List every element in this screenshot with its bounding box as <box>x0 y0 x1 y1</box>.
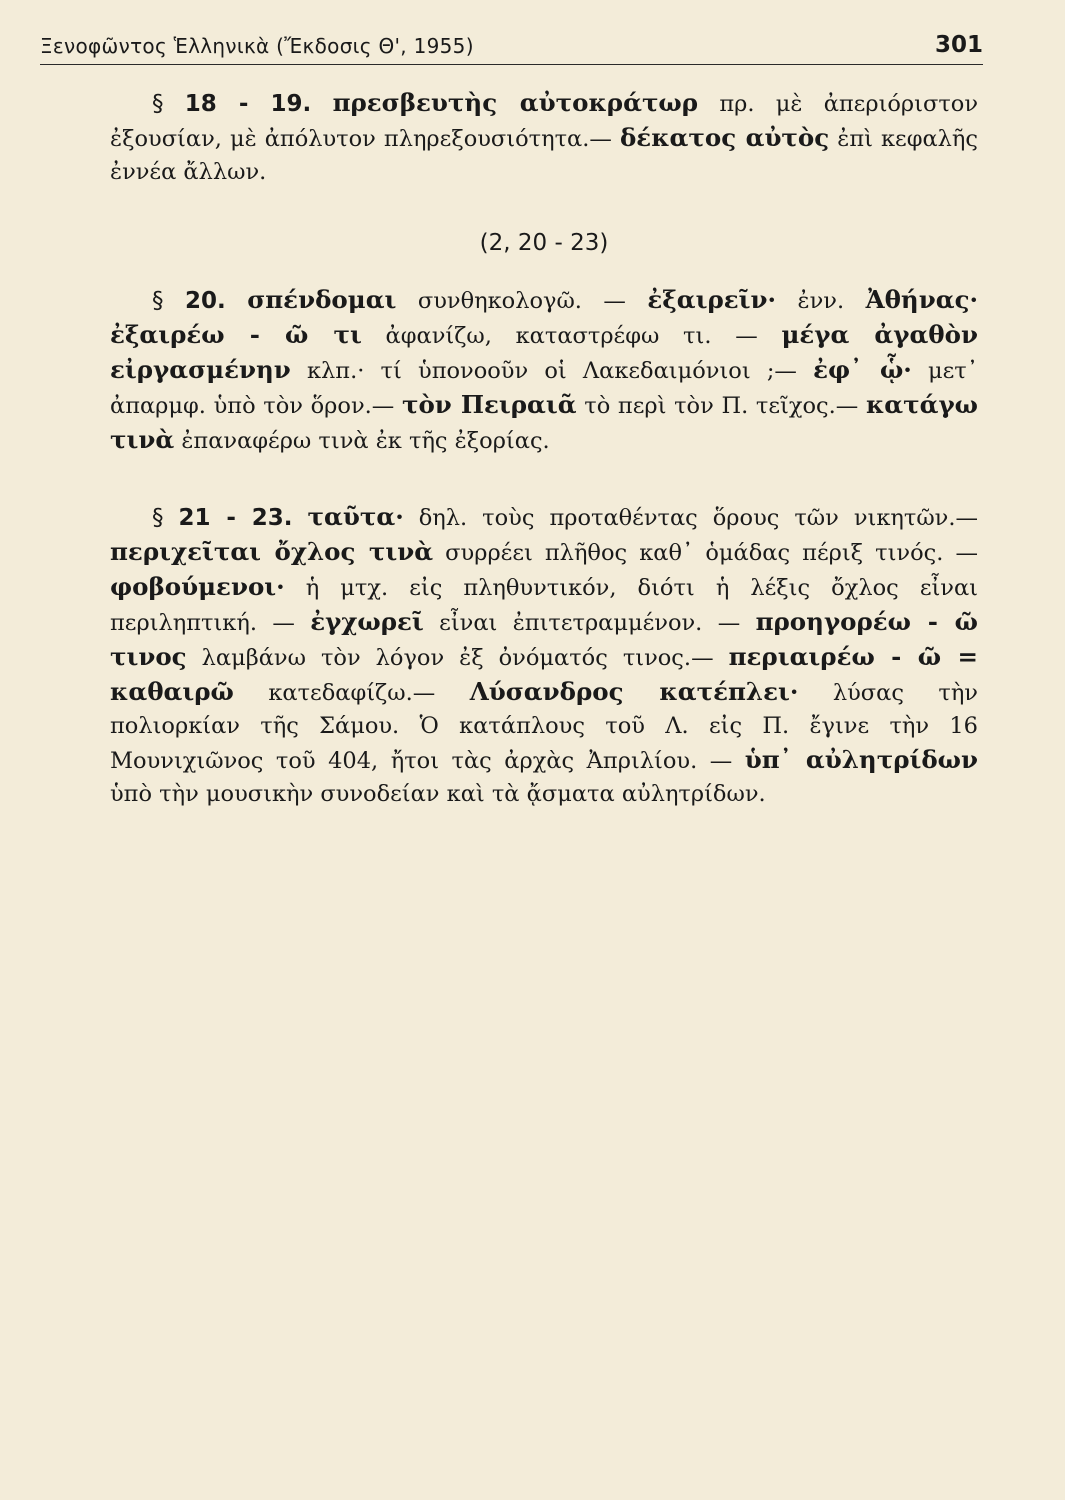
section-number: 18 - 19. <box>184 91 312 117</box>
lemma: κατάγω τινὰ <box>110 390 978 454</box>
section-sign: § <box>152 91 164 117</box>
gloss: συρρέει πλῆθος καθ᾽ ὁμάδας πέριξ τινός. — <box>433 540 978 566</box>
gloss: ὑπὸ τὴν μουσικὴν συνοδείαν καὶ τὰ ᾄσματα αὐλητρίδων. <box>110 781 766 807</box>
commentary-paragraph-21-23 <box>110 500 978 811</box>
section-number: 20. <box>184 288 226 314</box>
gloss: κλπ.· τί ὑπονοοῦν οἱ Λακεδαιμόνιοι ;— <box>290 358 814 384</box>
lemma: πρεσβευτὴς αὐτοκράτωρ <box>332 88 699 117</box>
gloss: ἐνν. <box>776 288 866 314</box>
lemma: προηγορέω - ῶ τινος <box>110 607 978 671</box>
lemma: περιαιρέω - ῶ = καθαιρῶ <box>110 642 979 706</box>
lemma: ὑπ᾽ αὐλητρίδων <box>744 745 979 774</box>
lemma: περιχεῖται ὄχλος τινὰ <box>110 537 434 566</box>
lemma: ἐξαιρεῖν· <box>647 285 777 314</box>
gloss: δηλ. τοὺς προταθέντας ὅρους τῶν νικητῶν.— <box>403 505 978 531</box>
gloss: εἶναι ἐπιτετραμμένον. — <box>423 610 756 636</box>
gloss: λαμβάνω τὸν λόγον ἐξ ὀνόματός τινος.— <box>186 645 729 671</box>
section-sign: § <box>152 288 164 314</box>
page-number: 301 <box>934 32 983 58</box>
section-number: 21 - 23. <box>178 505 293 531</box>
gloss: τὸ περὶ τὸν Π. τεῖχος.— <box>576 393 866 419</box>
gloss: πρ. μὲ ἀπεριόριστον ἐξουσίαν, μὲ ἀπόλυτον πληρεξουσιότητα.— <box>110 91 979 152</box>
lemma: ταῦτα· <box>307 502 404 531</box>
lemma: ἐγχωρεῖ <box>310 607 424 636</box>
lemma: Λύσανδρος κατέπλει· <box>469 677 799 706</box>
lemma: ἐφ᾽ ᾧ· <box>813 355 912 384</box>
gloss: συνθηκολογῶ. — <box>396 288 648 314</box>
gloss: λύσας τὴν πολιορκίαν τῆς Σάμου. Ὁ κατάπλους τοῦ Λ. εἰς Π. ἔγινε τὴν 16 Μουνιχιῶνος τοῦ 404, ἤτοι τὰς ἀρχὰς Ἀπριλίου. — <box>110 680 978 774</box>
lemma: σπένδομαι <box>247 285 397 314</box>
commentary-paragraph-20 <box>110 283 978 458</box>
gloss: ἀφανίζω, καταστρέφω τι. — <box>361 323 782 349</box>
lemma: μέγα ἀγαθὸν εἰργασμένην <box>110 320 978 384</box>
lemma: Ἀθήνας· ἐξαιρέω - ῶ τι <box>110 285 979 349</box>
running-title: Ξενοφῶντος Ἑλληνικὰ (Ἔκδοσις Θ', 1955) <box>40 34 474 58</box>
section-sign: § <box>152 505 164 531</box>
gloss: ἡ μτχ. εἰς πληθυντικόν, διότι ἡ λέξις ὄχλος εἶναι περιληπτική. — <box>110 575 978 636</box>
gloss: κατεδαφίζω.— <box>233 680 470 706</box>
gloss: μετ᾽ ἀπαρμφ. ὑπὸ τὸν ὅρον.— <box>110 358 978 419</box>
reference-heading: (2, 20 - 23) <box>479 230 609 256</box>
lemma: δέκατος αὐτὸς <box>619 123 830 152</box>
lemma: φοβούμενοι· <box>110 572 285 601</box>
lemma: τὸν Πειραιᾶ <box>401 390 577 419</box>
commentary-paragraph-18-19 <box>110 86 978 189</box>
gloss: ἐπὶ κεφαλῆς ἐννέα ἄλλων. <box>110 126 978 185</box>
gloss: ἐπαναφέρω τινὰ ἐκ τῆς ἐξορίας. <box>174 428 550 454</box>
running-header <box>40 18 983 65</box>
